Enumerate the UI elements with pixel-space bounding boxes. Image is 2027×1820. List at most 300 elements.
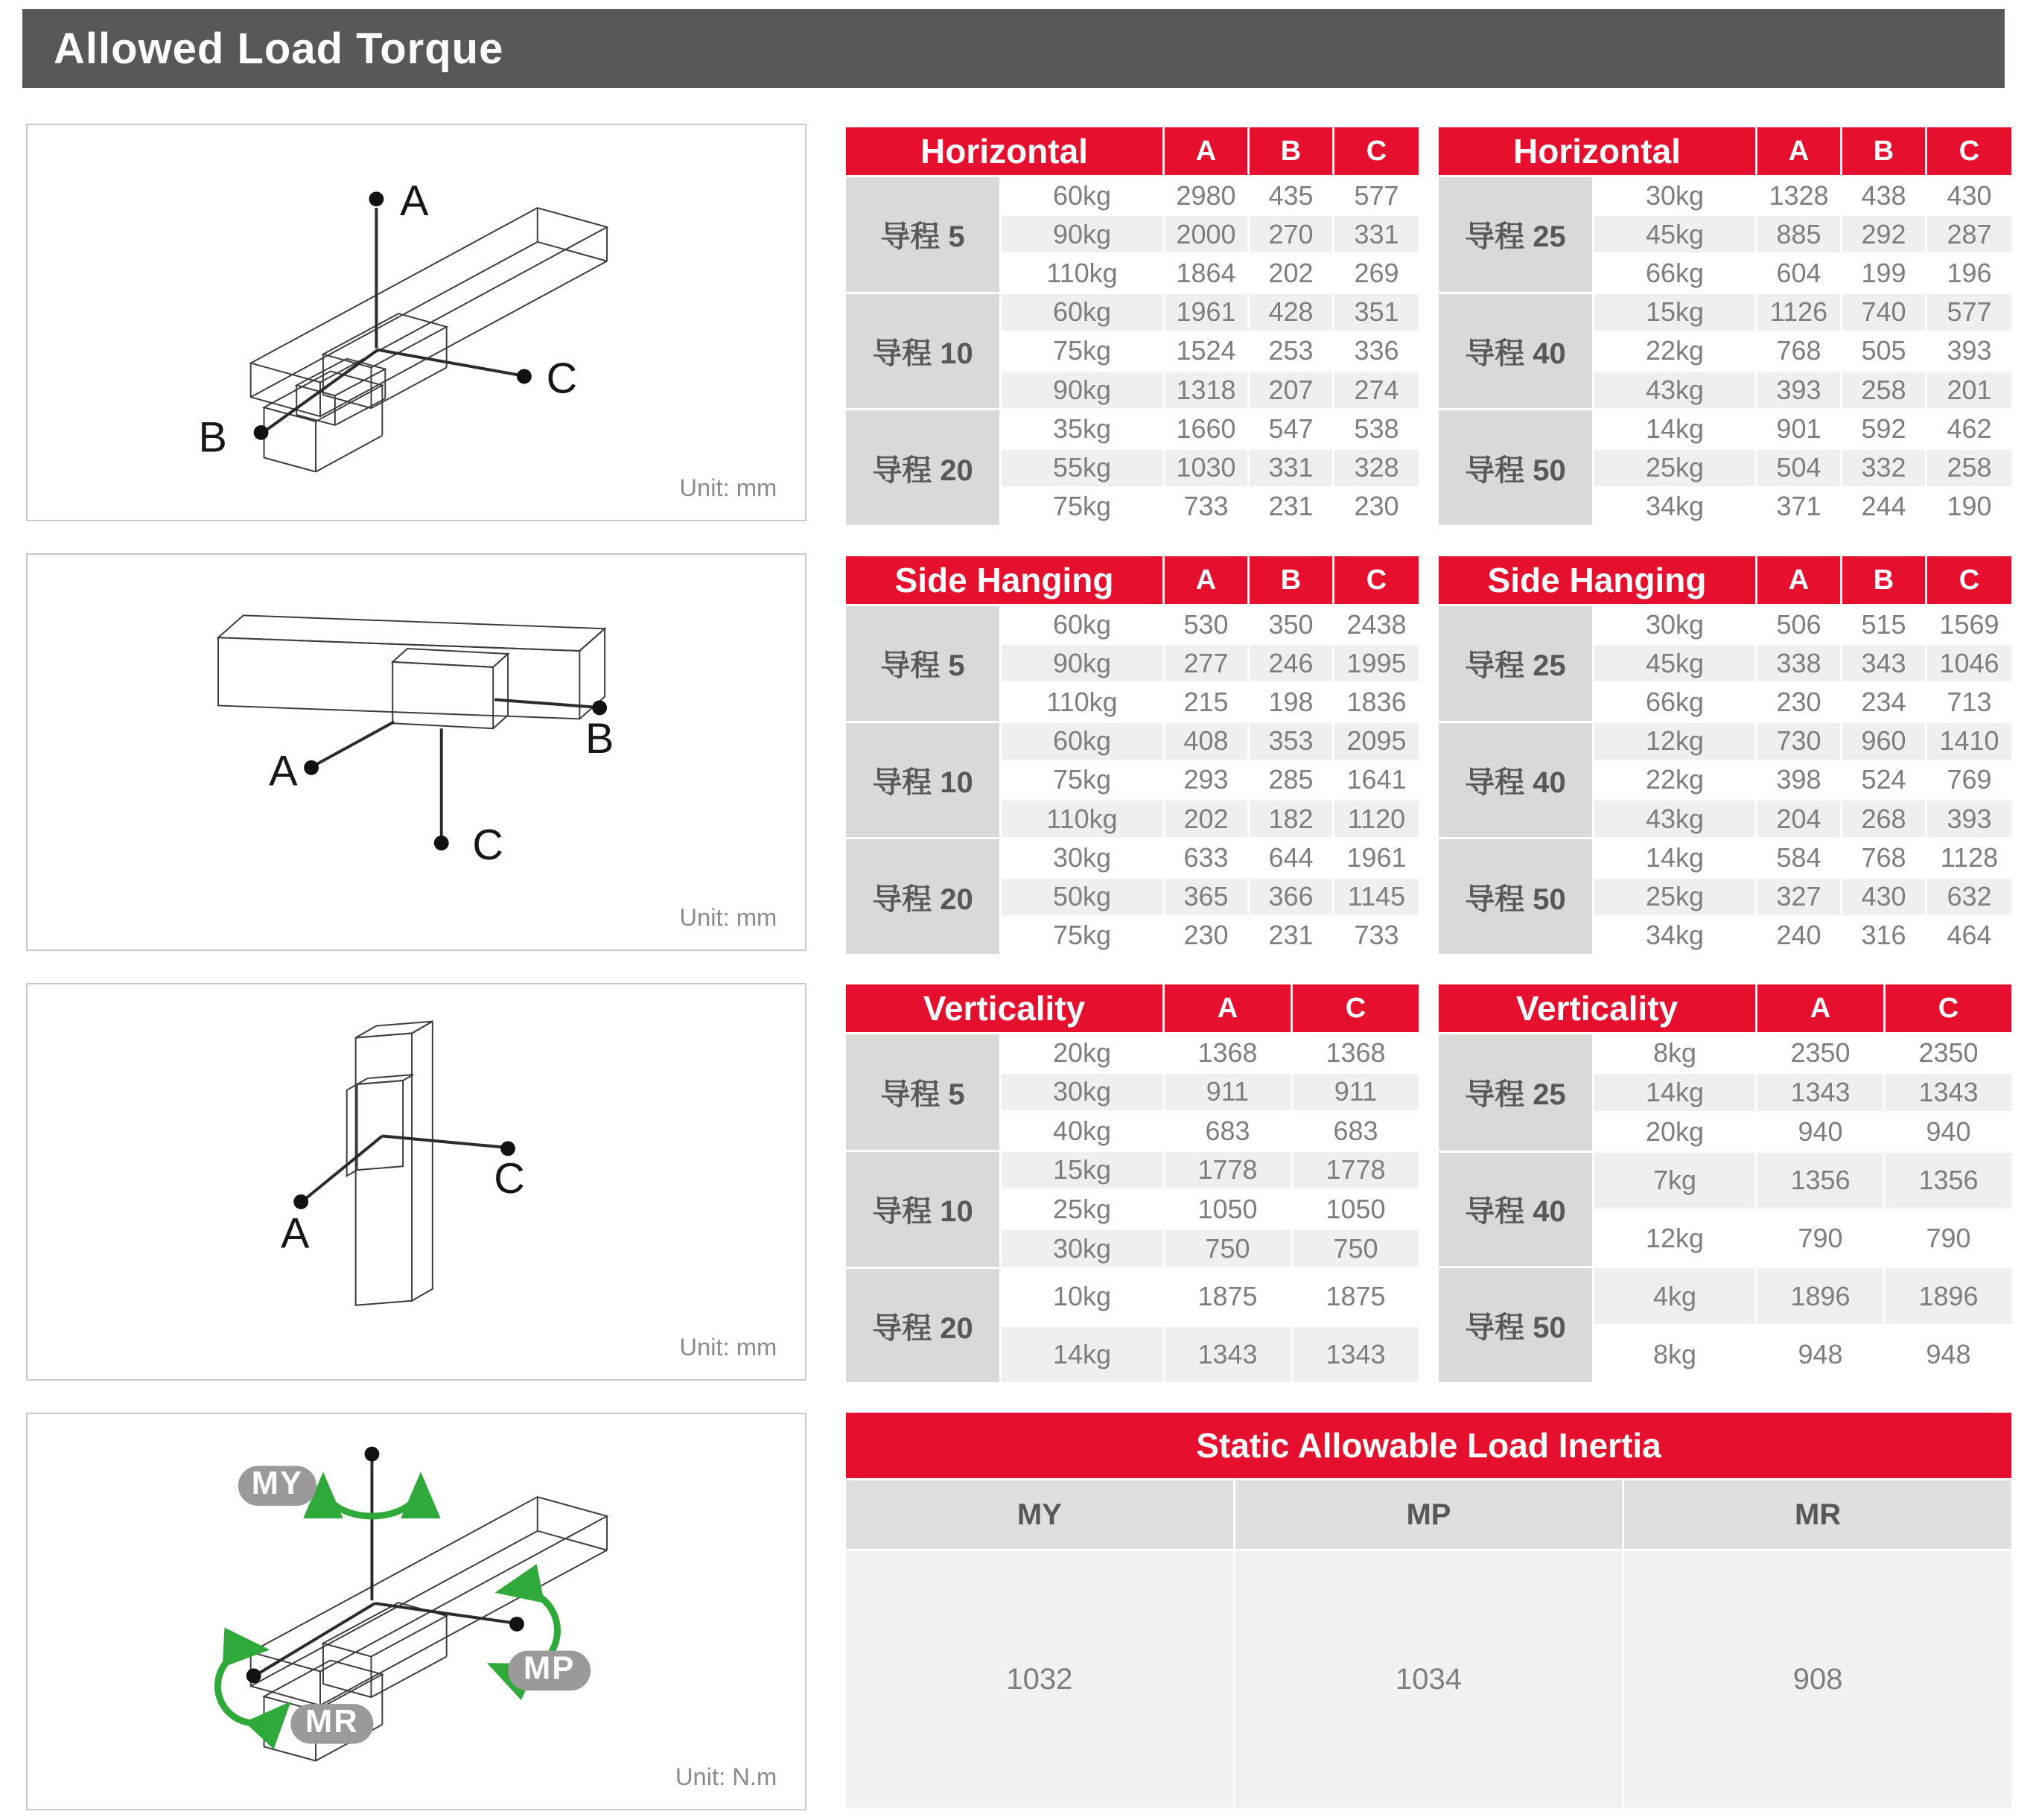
value-cell: 584 <box>1757 839 1840 876</box>
carriage-wireframe <box>392 649 508 728</box>
inertia-table <box>846 1413 2011 1810</box>
value-cell: 1896 <box>1757 1268 1883 1324</box>
value-cell: 740 <box>1842 294 1925 331</box>
value-cell: 190 <box>1927 489 2011 525</box>
load-cell: 30kg <box>1002 1230 1162 1267</box>
load-cell: 90kg <box>1002 372 1162 408</box>
value-cell: 1120 <box>1334 801 1419 837</box>
value-cell: 234 <box>1842 684 1925 720</box>
value-cell: 1030 <box>1165 450 1247 486</box>
value-cell: 940 <box>1886 1113 2011 1151</box>
moment-label-mp: MP <box>523 1649 576 1687</box>
value-cell: 1343 <box>1757 1074 1883 1111</box>
load-cell: 55kg <box>1002 450 1162 486</box>
diagram-moments <box>26 1413 806 1810</box>
value-cell: 885 <box>1757 216 1840 252</box>
value-cell: 1524 <box>1165 333 1247 369</box>
load-cell: 90kg <box>1002 216 1162 252</box>
inertia-column-mp: MP <box>1235 1480 1623 1549</box>
inertia-column-my: MY <box>846 1480 1233 1549</box>
value-cell: 733 <box>1165 489 1247 525</box>
value-cell: 393 <box>1927 333 2011 369</box>
value-cell: 215 <box>1165 684 1247 720</box>
value-cell: 285 <box>1250 762 1332 798</box>
lead-group-label: 导程 10 <box>846 723 999 838</box>
lead-group-label: 导程 5 <box>846 606 999 721</box>
table-header <box>1439 984 2011 1032</box>
load-cell: 25kg <box>1594 450 1755 486</box>
moment-point-mp <box>509 1617 524 1632</box>
value-cell: 1128 <box>1927 839 2011 876</box>
lead-group-label: 导程 25 <box>1439 1034 1592 1151</box>
value-cell: 633 <box>1165 839 1247 876</box>
lead-group-label: 导程 40 <box>1439 1153 1592 1267</box>
value-cell: 2350 <box>1886 1034 2011 1072</box>
value-cell: 733 <box>1334 917 1419 954</box>
value-cell: 1778 <box>1293 1152 1419 1189</box>
table-body <box>1439 606 2011 954</box>
load-cell: 75kg <box>1002 917 1162 954</box>
load-cell: 14kg <box>1594 1074 1755 1111</box>
lead-group-label: 导程 25 <box>1439 177 1592 292</box>
value-cell: 683 <box>1293 1113 1419 1150</box>
diagram-side-hanging <box>26 553 806 951</box>
load-cell: 45kg <box>1594 216 1755 252</box>
value-cell: 201 <box>1927 372 2011 408</box>
axis-label-a: A <box>400 177 429 226</box>
table-header <box>846 127 1419 175</box>
axis-line-c <box>378 350 518 375</box>
value-cell: 2438 <box>1334 606 1419 643</box>
axis-point-a <box>369 191 384 206</box>
table-body <box>846 606 1419 954</box>
value-cell: 2095 <box>1334 723 1419 760</box>
value-cell: 1343 <box>1293 1327 1419 1382</box>
load-table-horizontal-right <box>1439 127 2011 525</box>
load-cell: 75kg <box>1002 333 1162 369</box>
load-cell: 4kg <box>1594 1268 1755 1324</box>
value-cell: 713 <box>1927 684 2011 720</box>
value-cell: 604 <box>1757 255 1840 291</box>
lead-group-label: 导程 10 <box>846 294 999 409</box>
lead-group-label: 导程 50 <box>1439 839 1592 954</box>
rotation-arrow-mr <box>217 1649 281 1723</box>
value-cell: 1318 <box>1165 372 1247 408</box>
value-cell: 438 <box>1842 177 1925 214</box>
table-body <box>1439 177 2011 525</box>
value-cell: 393 <box>1757 372 1840 408</box>
value-cell: 316 <box>1842 917 1925 954</box>
moment-point-my <box>365 1447 380 1462</box>
axis-line-c <box>382 1136 502 1147</box>
verticality-axes-drawing <box>28 984 805 1379</box>
inertia-value-mp: 1034 <box>1235 1551 1623 1808</box>
value-cell: 231 <box>1250 489 1332 525</box>
load-cell: 30kg <box>1002 1074 1162 1111</box>
load-cell: 15kg <box>1594 294 1755 331</box>
load-cell: 8kg <box>1594 1326 1755 1382</box>
lead-group-label: 导程 25 <box>1439 606 1592 721</box>
value-cell: 1050 <box>1293 1191 1419 1228</box>
value-cell: 901 <box>1757 410 1840 447</box>
axis-point-c <box>517 369 532 384</box>
load-cell: 25kg <box>1594 879 1755 915</box>
value-cell: 524 <box>1842 762 1925 798</box>
load-cell: 75kg <box>1002 489 1162 525</box>
axis-point-c <box>434 836 449 850</box>
value-cell: 1343 <box>1165 1327 1291 1382</box>
axis-point-b <box>592 701 607 716</box>
diagram-verticality <box>26 983 806 1381</box>
value-cell: 366 <box>1250 879 1332 915</box>
column-header-a: A <box>1165 556 1247 604</box>
value-cell: 547 <box>1250 410 1332 447</box>
value-cell: 505 <box>1842 333 1925 369</box>
load-cell: 14kg <box>1594 839 1755 876</box>
value-cell: 332 <box>1842 450 1925 486</box>
value-cell: 371 <box>1757 489 1840 525</box>
value-cell: 2000 <box>1165 216 1247 252</box>
value-cell: 1368 <box>1293 1034 1419 1072</box>
load-cell: 20kg <box>1594 1113 1755 1151</box>
column-header-b: B <box>1250 556 1332 604</box>
load-cell: 110kg <box>1002 684 1162 720</box>
load-cell: 7kg <box>1594 1153 1755 1209</box>
value-cell: 182 <box>1250 801 1332 837</box>
value-cell: 207 <box>1250 372 1332 408</box>
value-cell: 343 <box>1842 645 1925 681</box>
table-header <box>1439 127 2011 175</box>
load-cell: 60kg <box>1002 177 1162 214</box>
load-cell: 43kg <box>1594 372 1755 408</box>
table-title: Side Hanging <box>846 556 1162 604</box>
load-cell: 20kg <box>1002 1034 1162 1072</box>
value-cell: 1641 <box>1334 762 1419 798</box>
value-cell: 768 <box>1757 333 1840 369</box>
value-cell: 1356 <box>1757 1153 1883 1209</box>
axis-point-a <box>304 760 319 775</box>
value-cell: 1046 <box>1927 645 2011 681</box>
column-header-c: C <box>1927 127 2011 175</box>
unit-label: Unit: mm <box>679 1333 777 1361</box>
load-cell: 34kg <box>1594 489 1755 525</box>
inertia-table-title: Static Allowable Load Inertia <box>846 1413 2011 1478</box>
value-cell: 1343 <box>1886 1074 2011 1111</box>
value-cell: 2980 <box>1165 177 1247 214</box>
value-cell: 293 <box>1165 762 1247 798</box>
value-cell: 1836 <box>1334 684 1419 720</box>
value-cell: 1875 <box>1165 1269 1291 1324</box>
column-header-b: B <box>1842 556 1925 604</box>
lead-group-label: 导程 20 <box>846 839 999 954</box>
load-cell: 40kg <box>1002 1113 1162 1150</box>
value-cell: 750 <box>1293 1230 1419 1267</box>
table-title: Verticality <box>1439 984 1755 1032</box>
value-cell: 328 <box>1334 450 1419 486</box>
value-cell: 1356 <box>1886 1153 2011 1209</box>
load-cell: 34kg <box>1594 917 1755 954</box>
unit-label: Unit: mm <box>679 903 777 932</box>
load-cell: 35kg <box>1002 410 1162 447</box>
value-cell: 204 <box>1757 801 1840 837</box>
value-cell: 240 <box>1757 917 1840 954</box>
axis-line-a <box>305 1136 382 1198</box>
value-cell: 430 <box>1927 177 2011 214</box>
value-cell: 253 <box>1250 333 1332 369</box>
axis-label-a: A <box>281 1209 310 1258</box>
load-table-horizontal-left <box>846 127 1419 525</box>
column-header-c: C <box>1293 984 1419 1032</box>
value-cell: 258 <box>1927 450 2011 486</box>
column-header-a: A <box>1757 127 1840 175</box>
side-hanging-axes-drawing <box>28 555 805 949</box>
value-cell: 393 <box>1927 801 2011 837</box>
lead-group-label: 导程 50 <box>1439 410 1592 525</box>
column-header-b: B <box>1250 127 1332 175</box>
value-cell: 1778 <box>1165 1152 1291 1189</box>
table-body <box>846 177 1419 525</box>
moment-axes-drawing <box>28 1414 805 1809</box>
value-cell: 940 <box>1757 1113 1883 1151</box>
axis-line-a <box>316 722 394 765</box>
value-cell: 292 <box>1842 216 1925 252</box>
value-cell: 577 <box>1927 294 2011 331</box>
value-cell: 530 <box>1165 606 1247 643</box>
value-cell: 1126 <box>1757 294 1840 331</box>
unit-label: Unit: N.m <box>675 1763 777 1791</box>
load-cell: 12kg <box>1594 1211 1755 1267</box>
load-cell: 30kg <box>1594 177 1755 214</box>
value-cell: 408 <box>1165 723 1247 760</box>
unit-label: Unit: mm <box>679 474 777 502</box>
table-body <box>846 1034 1419 1382</box>
value-cell: 196 <box>1927 255 2011 291</box>
value-cell: 730 <box>1757 723 1840 760</box>
load-cell: 43kg <box>1594 801 1755 837</box>
value-cell: 515 <box>1842 606 1925 643</box>
value-cell: 327 <box>1757 879 1840 915</box>
inertia-value-mr: 908 <box>1624 1551 2011 1808</box>
column-header-a: A <box>1165 984 1291 1032</box>
value-cell: 338 <box>1757 645 1840 681</box>
value-cell: 198 <box>1250 684 1332 720</box>
load-cell: 90kg <box>1002 645 1162 681</box>
inertia-table-header-row <box>846 1480 2011 1549</box>
value-cell: 911 <box>1165 1074 1291 1111</box>
axis-label-c: C <box>472 821 503 869</box>
table-header <box>1439 556 2011 604</box>
value-cell: 1875 <box>1293 1269 1419 1324</box>
column-header-c: C <box>1334 127 1419 175</box>
value-cell: 268 <box>1842 801 1925 837</box>
column-header-c: C <box>1927 556 2011 604</box>
axis-point-b <box>254 425 269 440</box>
value-cell: 350 <box>1250 606 1332 643</box>
carriage-wireframe <box>347 1075 413 1176</box>
load-cell: 22kg <box>1594 762 1755 798</box>
value-cell: 331 <box>1334 216 1419 252</box>
value-cell: 948 <box>1886 1326 2011 1382</box>
value-cell: 336 <box>1334 333 1419 369</box>
moment-label-mr: MR <box>305 1702 359 1740</box>
value-cell: 274 <box>1334 372 1419 408</box>
value-cell: 230 <box>1757 684 1840 720</box>
load-table-verticality-right <box>1439 984 2011 1382</box>
axis-label-b: B <box>198 413 227 462</box>
lead-group-label: 导程 50 <box>1439 1268 1592 1382</box>
column-header-c: C <box>1886 984 2011 1032</box>
value-cell: 1328 <box>1757 177 1840 214</box>
load-cell: 30kg <box>1002 839 1162 876</box>
value-cell: 428 <box>1250 294 1332 331</box>
load-table-verticality-left <box>846 984 1419 1382</box>
value-cell: 353 <box>1250 723 1332 760</box>
value-cell: 287 <box>1927 216 2011 252</box>
load-cell: 60kg <box>1002 606 1162 643</box>
axis-line-b <box>494 700 594 707</box>
table-body <box>1439 1034 2011 1382</box>
value-cell: 504 <box>1757 450 1840 486</box>
value-cell: 230 <box>1334 489 1419 525</box>
column-header-a: A <box>1165 127 1247 175</box>
table-title: Verticality <box>846 984 1162 1032</box>
load-cell: 8kg <box>1594 1034 1755 1072</box>
value-cell: 960 <box>1842 723 1925 760</box>
diagram-horizontal <box>26 124 806 521</box>
load-cell: 110kg <box>1002 801 1162 837</box>
value-cell: 202 <box>1250 255 1332 291</box>
value-cell: 231 <box>1250 917 1332 954</box>
value-cell: 790 <box>1886 1211 2011 1267</box>
load-cell: 12kg <box>1594 723 1755 760</box>
value-cell: 365 <box>1165 879 1247 915</box>
column-header-b: B <box>1842 127 1925 175</box>
value-cell: 351 <box>1334 294 1419 331</box>
load-cell: 22kg <box>1594 333 1755 369</box>
carriage-wireframe <box>323 1603 447 1697</box>
value-cell: 462 <box>1927 410 2011 447</box>
lead-group-label: 导程 40 <box>1439 723 1592 838</box>
value-cell: 2350 <box>1757 1034 1883 1072</box>
table-title: Side Hanging <box>1439 556 1755 604</box>
table-header <box>846 984 1419 1032</box>
value-cell: 644 <box>1250 839 1332 876</box>
value-cell: 768 <box>1842 839 1925 876</box>
value-cell: 464 <box>1927 917 2011 954</box>
value-cell: 790 <box>1757 1211 1883 1267</box>
horizontal-axes-drawing <box>28 125 805 520</box>
value-cell: 1368 <box>1165 1034 1291 1072</box>
value-cell: 269 <box>1334 255 1419 291</box>
value-cell: 1050 <box>1165 1191 1291 1228</box>
lead-group-label: 导程 5 <box>846 177 999 292</box>
load-cell: 10kg <box>1002 1269 1162 1324</box>
value-cell: 1569 <box>1927 606 2011 643</box>
load-cell: 66kg <box>1594 684 1755 720</box>
load-cell: 60kg <box>1002 294 1162 331</box>
value-cell: 632 <box>1927 879 2011 915</box>
value-cell: 199 <box>1842 255 1925 291</box>
value-cell: 270 <box>1250 216 1332 252</box>
load-cell: 15kg <box>1002 1152 1162 1189</box>
value-cell: 435 <box>1250 177 1332 214</box>
value-cell: 577 <box>1334 177 1419 214</box>
page-title: Allowed Load Torque <box>54 24 504 73</box>
value-cell: 258 <box>1842 372 1925 408</box>
inertia-table-value-row <box>846 1551 2011 1808</box>
value-cell: 331 <box>1250 450 1332 486</box>
load-cell: 75kg <box>1002 762 1162 798</box>
value-cell: 1660 <box>1165 410 1247 447</box>
value-cell: 750 <box>1165 1230 1291 1267</box>
load-table-side-hanging-left <box>846 556 1419 954</box>
load-table-side-hanging-right <box>1439 556 2011 954</box>
rail-column-wireframe <box>356 1022 433 1305</box>
lead-group-label: 导程 10 <box>846 1152 999 1267</box>
load-cell: 110kg <box>1002 255 1162 291</box>
column-header-a: A <box>1757 556 1840 604</box>
load-cell: 50kg <box>1002 879 1162 915</box>
value-cell: 506 <box>1757 606 1840 643</box>
axis-label-a: A <box>269 747 298 795</box>
column-header-c: C <box>1334 556 1419 604</box>
table-header <box>846 556 1419 604</box>
load-cell: 14kg <box>1594 410 1755 447</box>
load-cell: 25kg <box>1002 1191 1162 1228</box>
column-header-a: A <box>1757 984 1883 1032</box>
load-cell: 66kg <box>1594 255 1755 291</box>
moment-point-mr <box>246 1668 261 1683</box>
value-cell: 1961 <box>1334 839 1419 876</box>
lead-group-label: 导程 5 <box>846 1034 999 1150</box>
inertia-column-mr: MR <box>1624 1480 2011 1549</box>
moment-label-my: MY <box>251 1465 304 1502</box>
value-cell: 948 <box>1757 1326 1883 1382</box>
value-cell: 430 <box>1842 879 1925 915</box>
axis-label-c: C <box>494 1154 525 1203</box>
value-cell: 244 <box>1842 489 1925 525</box>
load-cell: 60kg <box>1002 723 1162 760</box>
value-cell: 1995 <box>1334 645 1419 681</box>
value-cell: 1896 <box>1886 1268 2011 1324</box>
lead-group-label: 导程 40 <box>1439 294 1592 409</box>
value-cell: 1145 <box>1334 879 1419 915</box>
axis-label-c: C <box>546 354 578 403</box>
value-cell: 1410 <box>1927 723 2011 760</box>
table-title: Horizontal <box>1439 127 1755 175</box>
value-cell: 230 <box>1165 917 1247 954</box>
value-cell: 1864 <box>1165 255 1247 291</box>
inertia-value-my: 1032 <box>846 1551 1233 1808</box>
page-title-bar <box>22 9 2005 88</box>
load-cell: 30kg <box>1594 606 1755 643</box>
lead-group-label: 导程 20 <box>846 410 999 525</box>
axis-label-b: B <box>585 714 614 763</box>
axis-point-a <box>293 1194 308 1209</box>
value-cell: 769 <box>1927 762 2011 798</box>
value-cell: 246 <box>1250 645 1332 681</box>
value-cell: 277 <box>1165 645 1247 681</box>
load-cell: 14kg <box>1002 1327 1162 1382</box>
axis-point-c <box>500 1141 515 1156</box>
value-cell: 683 <box>1165 1113 1291 1150</box>
value-cell: 592 <box>1842 410 1925 447</box>
lead-group-label: 导程 20 <box>846 1269 999 1382</box>
value-cell: 1961 <box>1165 294 1247 331</box>
value-cell: 538 <box>1334 410 1419 447</box>
table-title: Horizontal <box>846 127 1162 175</box>
load-cell: 45kg <box>1594 645 1755 681</box>
